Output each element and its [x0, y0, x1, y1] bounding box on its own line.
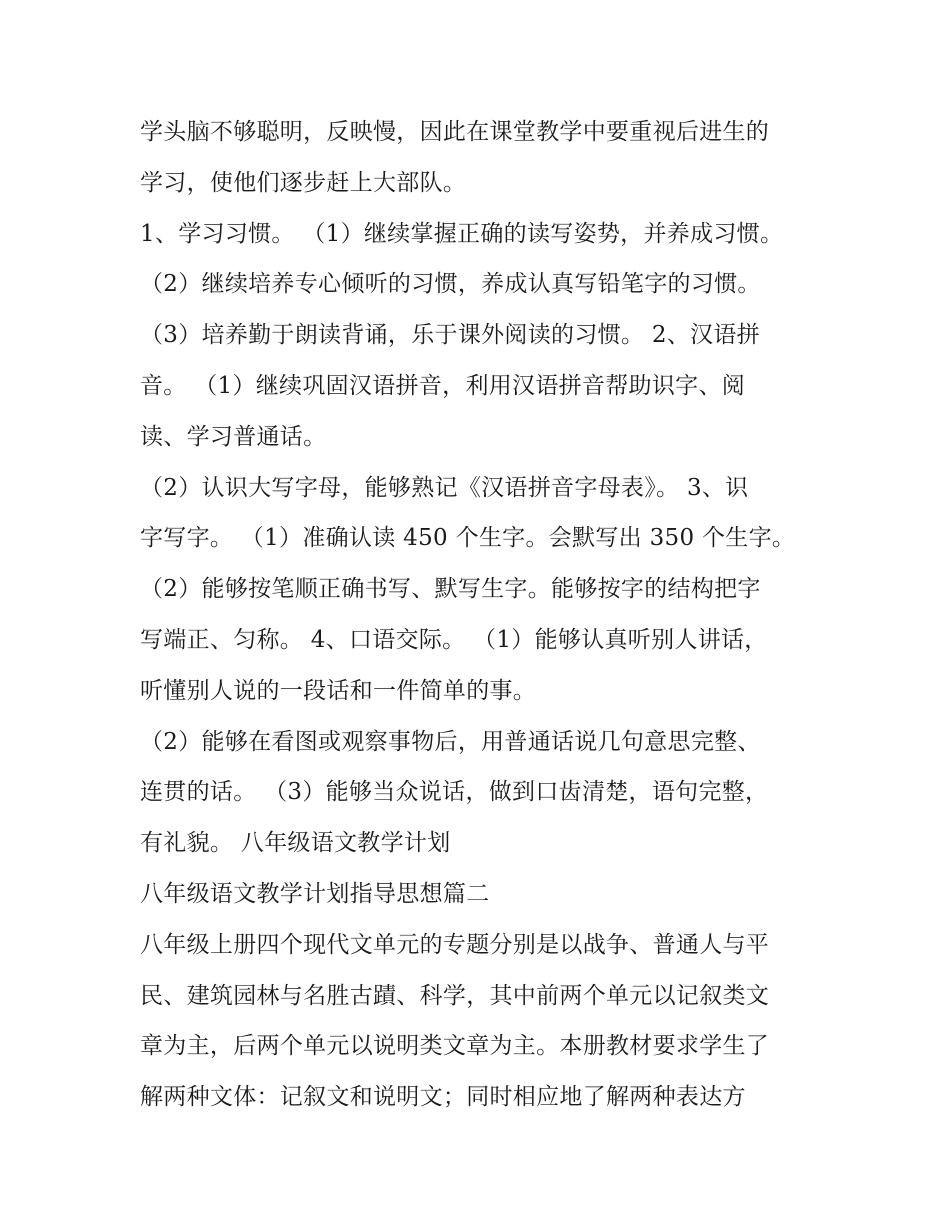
text-line: 读、学习普通话。: [140, 423, 327, 450]
text-line: 学头脑不够聪明，反映慢，因此在课堂教学中要重视后进生的: [140, 119, 770, 145]
text-line: 八年级上册四个现代文单元的专题分别是以战争、普通人与平: [140, 931, 770, 958]
section-heading: 八年级语文教学计划指导思想篇二: [140, 880, 490, 907]
text-line: 写端正、匀称。 4、口语交际。 （1）能够认真听别人讲话，: [140, 626, 768, 653]
text-line: 解两种文体：记叙文和说明文；同时相应地了解两种表达方: [140, 1084, 746, 1111]
text-line: （2）能够在看图或观察事物后，用普通话说几句意思完整、: [140, 728, 761, 755]
body-text: [140, 107, 840, 1123]
text-line: 字写字。 （1）准确认读 450 个生字。会默写出 350 个生字。: [140, 525, 796, 552]
text-line: 有礼貌。 八年级语文教学计划: [140, 830, 451, 857]
text-line: 音。 （1）继续巩固汉语拼音，利用汉语拼音帮助识字、阅: [140, 372, 746, 399]
text-line: 1、学习习惯。 （1）继续掌握正确的读写姿势，并养成习惯。: [140, 220, 784, 247]
text-line: 民、建筑园林与名胜古蹟、科学，其中前两个单元以记叙类文: [140, 982, 770, 1009]
text-line: 学习，使他们逐步赶上大部队。: [140, 169, 467, 196]
text-line: （2）继续培养专心倾听的习惯，养成认真写铅笔字的习惯。: [140, 271, 761, 298]
text-line: （3）培养勤于朗读背诵，乐于课外阅读的习惯。 2、汉语拼: [140, 322, 760, 349]
text-line: 章为主，后两个单元以说明类文章为主。本册教材要求学生了: [140, 1033, 770, 1060]
text-line: 听懂别人说的一段话和一件简单的事。: [140, 677, 537, 704]
text-line: 连贯的话。 （3）能够当众说话，做到口齿清楚，语句完整，: [140, 779, 769, 806]
text-line: （2）认识大写字母，能够熟记《汉语拼音字母表》。 3、识: [140, 474, 749, 501]
text-line: （2）能够按笔顺正确书写、默写生字。能够按字的结构把字: [140, 576, 761, 603]
